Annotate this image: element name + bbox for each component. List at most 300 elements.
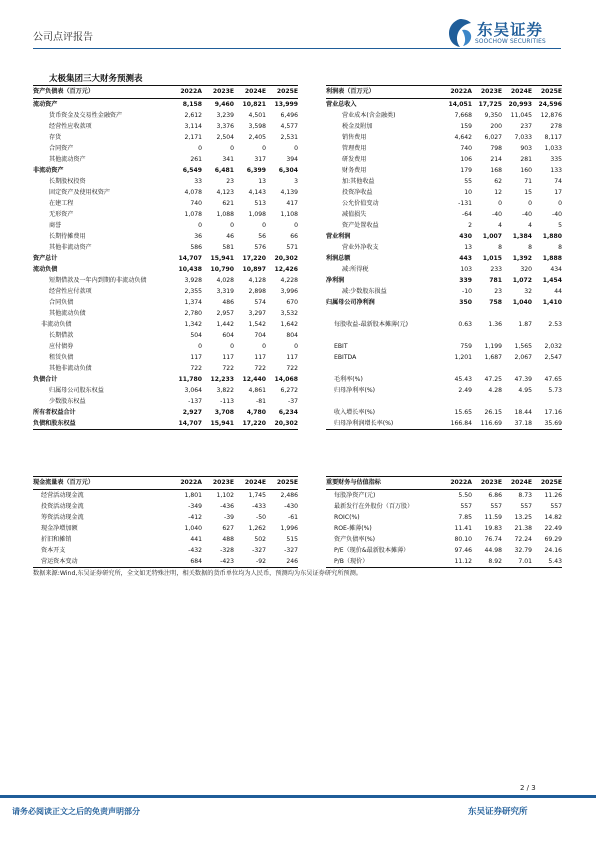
table-row	[33, 176, 298, 187]
row-value: 12,876	[540, 112, 562, 119]
row-value: 160	[520, 167, 532, 174]
row-value: -327	[284, 547, 298, 554]
row-value: 233	[490, 266, 502, 273]
table-header-year: 2023E	[472, 477, 502, 490]
table-row	[33, 99, 298, 111]
row-value: 1.36	[488, 321, 502, 328]
row-label: 负债合计	[33, 376, 58, 383]
table-row	[326, 523, 562, 534]
table-row	[33, 545, 298, 556]
row-value: 17,725	[478, 101, 502, 108]
table-row	[326, 132, 562, 143]
row-value: 106	[460, 156, 472, 163]
report-type-header: 公司点评报告	[33, 32, 93, 43]
row-value: 2,531	[280, 134, 298, 141]
row-value: 1,687	[484, 354, 502, 361]
row-value: 2,898	[248, 288, 266, 295]
row-label: 净利润	[326, 277, 345, 284]
cash-flow-table	[33, 476, 298, 568]
row-label: 折旧和摊销	[41, 536, 72, 543]
row-value: -349	[188, 503, 202, 510]
table-row	[33, 154, 298, 165]
row-value: 2,780	[184, 310, 202, 317]
row-value: 8	[558, 244, 562, 251]
table-row	[326, 319, 562, 330]
row-value: 2,171	[184, 134, 202, 141]
table-row	[326, 154, 562, 165]
row-value: 80.10	[454, 536, 472, 543]
row-label: 流动资产	[33, 101, 58, 108]
table-header-year: 2025E	[266, 86, 298, 99]
row-value: 0	[528, 200, 532, 207]
row-label: 营业外净收支	[342, 244, 379, 251]
table-header-year: 2025E	[532, 477, 562, 490]
row-label: 管理费用	[342, 145, 367, 152]
header-divider	[33, 48, 561, 49]
row-value: 574	[254, 299, 266, 306]
row-value: 168	[490, 167, 502, 174]
row-value: 18.44	[514, 409, 532, 416]
row-value: 722	[190, 365, 202, 372]
table-header-row	[33, 477, 298, 490]
row-value: 22.49	[544, 525, 562, 532]
row-label: 租赁负债	[49, 354, 74, 361]
data-source-note: 数据来源:Wind,东吴证券研究所，全文如无特殊注明，相关数据的货币单位均为人民币，预测均为东吴证券研究所预测。	[33, 570, 362, 577]
row-value: 19.83	[484, 525, 502, 532]
table-row	[326, 308, 562, 319]
row-value: 44	[554, 288, 562, 295]
row-value: 278	[550, 123, 562, 130]
row-value: 24,596	[538, 101, 562, 108]
row-value: 0	[294, 343, 298, 350]
row-value: 246	[266, 556, 298, 568]
row-label: 所有者权益合计	[33, 409, 76, 416]
row-value: 62	[494, 178, 502, 185]
row-value: 26.15	[484, 409, 502, 416]
table-row	[326, 407, 562, 418]
row-value: 0	[262, 343, 266, 350]
row-label: 归属母公司净利润	[326, 299, 375, 306]
row-label: 筹资活动现金流	[41, 514, 84, 521]
table-row	[33, 330, 298, 341]
row-value: 504	[190, 332, 202, 339]
row-value: 621	[222, 200, 234, 207]
row-value: 443	[459, 255, 472, 262]
table-row	[33, 132, 298, 143]
row-value: 10,897	[242, 266, 266, 273]
row-value: 5.43	[532, 556, 562, 568]
row-value: 1,078	[184, 211, 202, 218]
row-value: 8,158	[182, 101, 202, 108]
row-value: 781	[489, 277, 502, 284]
table-header-year: 2024E	[234, 86, 266, 99]
table-row	[33, 198, 298, 209]
row-label: 收入增长率(%)	[334, 409, 376, 416]
row-value: 0	[198, 343, 202, 350]
table-header-year: 2023E	[472, 86, 502, 99]
row-value	[502, 308, 532, 319]
row-label: 少数股东权益	[49, 398, 86, 405]
table-row	[33, 143, 298, 154]
row-value: 317	[254, 156, 266, 163]
row-value: 1,007	[482, 233, 502, 240]
row-value: 798	[490, 145, 502, 152]
row-value: 24.16	[544, 547, 562, 554]
row-label: 应付债券	[49, 343, 74, 350]
row-value: 1,642	[280, 321, 298, 328]
row-value: 6.86	[488, 492, 502, 499]
row-value: 557	[520, 503, 532, 510]
row-value: 74	[554, 178, 562, 185]
table-row	[326, 341, 562, 352]
row-value: 47.65	[544, 376, 562, 383]
row-label: 商誉	[49, 222, 62, 229]
row-label: ROIC(%)	[334, 514, 360, 521]
document-title: 太极集团三大财务预测表	[49, 74, 143, 84]
row-value: 117	[286, 354, 298, 361]
row-value: 12,440	[242, 376, 266, 383]
row-value: 557	[460, 503, 472, 510]
row-value: 69.29	[544, 536, 562, 543]
row-value: -39	[224, 514, 234, 521]
table-header-year: 2022A	[170, 477, 202, 490]
table-row	[326, 286, 562, 297]
row-value	[502, 330, 532, 341]
row-value	[442, 330, 472, 341]
row-value: 13	[464, 244, 472, 251]
table-row	[326, 143, 562, 154]
row-value: 557	[550, 503, 562, 510]
row-value: 350	[459, 299, 472, 306]
table-row	[33, 121, 298, 132]
row-value	[502, 363, 532, 374]
table-row	[33, 275, 298, 286]
row-value: 0	[198, 222, 202, 229]
logo-english-text: SOOCHOW SECURITIES	[475, 39, 546, 45]
row-value: 72.24	[514, 536, 532, 543]
table-header-label: 现金流量表（百万元）	[33, 477, 170, 490]
table-row	[326, 374, 562, 385]
row-value	[532, 308, 562, 319]
row-value: 4,577	[280, 123, 298, 130]
row-value: 35.69	[532, 418, 562, 430]
row-value: 6,272	[280, 387, 298, 394]
row-value: 0	[498, 200, 502, 207]
table-row	[326, 363, 562, 374]
institute-name: 东吴证券研究所	[468, 807, 528, 817]
table-row	[326, 556, 562, 568]
row-value: 4,028	[216, 277, 234, 284]
row-value: 3,297	[248, 310, 266, 317]
row-value: 9,460	[214, 101, 234, 108]
row-value: 670	[286, 299, 298, 306]
row-value: 159	[460, 123, 472, 130]
row-value: 15	[524, 189, 532, 196]
row-value: 15,941	[202, 418, 234, 430]
row-value: 4,228	[280, 277, 298, 284]
row-value: 11,780	[178, 376, 202, 383]
row-value: 15.65	[454, 409, 472, 416]
table-row	[33, 297, 298, 308]
row-value: 3,928	[184, 277, 202, 284]
row-value: 2,547	[544, 354, 562, 361]
row-value: 1,088	[216, 211, 234, 218]
row-value: 488	[222, 536, 234, 543]
table-row	[33, 209, 298, 220]
row-label: 其他流动负债	[49, 310, 86, 317]
income-statement-table	[326, 85, 562, 430]
row-value: 13	[258, 178, 266, 185]
row-value: 56	[258, 233, 266, 240]
row-value: 6,304	[278, 167, 298, 174]
table-row	[33, 264, 298, 275]
row-value: 166.84	[442, 418, 472, 430]
row-value: 2,504	[216, 134, 234, 141]
row-value: 36	[194, 233, 202, 240]
row-value	[472, 363, 502, 374]
row-value: 0	[198, 145, 202, 152]
row-label: 减:少数股东损益	[342, 288, 387, 295]
row-label: 合同资产	[49, 145, 74, 152]
row-value	[472, 396, 502, 407]
row-value: 1,542	[248, 321, 266, 328]
row-value: 722	[222, 365, 234, 372]
row-value: 1,199	[484, 343, 502, 350]
row-label: 投资净收益	[342, 189, 373, 196]
row-value: 20,993	[508, 101, 532, 108]
row-label: 现金净增加额	[41, 525, 78, 532]
row-value: 1,015	[482, 255, 502, 262]
table-header-year: 2025E	[532, 86, 562, 99]
row-value: 335	[550, 156, 562, 163]
table-row	[326, 99, 562, 111]
row-value: 3,822	[216, 387, 234, 394]
row-value: 1,996	[280, 525, 298, 532]
row-value: 3,239	[216, 112, 234, 119]
row-value: 4,501	[248, 112, 266, 119]
row-value	[532, 363, 562, 374]
row-value: 20,302	[266, 418, 298, 430]
row-value: 7,033	[514, 134, 532, 141]
row-value: 3,708	[214, 409, 234, 416]
row-label: 资产处置收益	[342, 222, 379, 229]
row-label	[326, 330, 442, 341]
valuation-metrics-table	[326, 476, 562, 568]
row-value	[502, 396, 532, 407]
row-value: 4,143	[248, 189, 266, 196]
row-label: EBIT	[334, 343, 348, 350]
row-value: 6,399	[246, 167, 266, 174]
row-value: 557	[490, 503, 502, 510]
table-row	[326, 396, 562, 407]
row-value: 513	[254, 200, 266, 207]
row-label: 存货	[49, 134, 62, 141]
row-value: 15,941	[210, 255, 234, 262]
row-value: 4	[498, 222, 502, 229]
row-value: -37	[288, 398, 298, 405]
balance-sheet-table	[33, 85, 298, 430]
row-label: 投资活动现金流	[41, 503, 84, 510]
row-value: 11.59	[484, 514, 502, 521]
row-value: 17,220	[234, 418, 266, 430]
row-value: 3,598	[248, 123, 266, 130]
table-row	[33, 242, 298, 253]
row-value: 4,128	[248, 277, 266, 284]
row-value: 576	[254, 244, 266, 251]
row-label: 经营活动现金流	[41, 492, 84, 499]
row-value: 581	[222, 244, 234, 251]
row-value: 1,102	[216, 492, 234, 499]
table-row	[33, 253, 298, 264]
table-header-row	[326, 86, 562, 99]
row-value: 3,064	[184, 387, 202, 394]
row-value	[532, 396, 562, 407]
row-value: 6,496	[280, 112, 298, 119]
row-value: 10,438	[178, 266, 202, 273]
row-value: 8.92	[472, 556, 502, 568]
row-value: 117	[190, 354, 202, 361]
row-value: 1,392	[512, 255, 532, 262]
row-value: 47.25	[484, 376, 502, 383]
row-label: P/B（现价）	[326, 556, 442, 568]
row-value: 13,999	[274, 101, 298, 108]
table-row	[326, 385, 562, 396]
row-value: 6,234	[278, 409, 298, 416]
row-value: 1,108	[280, 211, 298, 218]
row-value: 23	[226, 178, 234, 185]
row-value: 14,707	[178, 255, 202, 262]
row-value: 1,374	[184, 299, 202, 306]
row-value: 515	[286, 536, 298, 543]
row-value: 4,123	[216, 189, 234, 196]
table-row	[326, 110, 562, 121]
row-value: 11.12	[442, 556, 472, 568]
row-value: 7.85	[458, 514, 472, 521]
table-row	[326, 534, 562, 545]
row-value: 103	[460, 266, 472, 273]
table-row	[326, 198, 562, 209]
row-value: 14.82	[544, 514, 562, 521]
row-value: 7.01	[502, 556, 532, 568]
row-value: 200	[490, 123, 502, 130]
row-value: 11.41	[454, 525, 472, 532]
row-value: 44.98	[484, 547, 502, 554]
row-value: 4,780	[246, 409, 266, 416]
row-label: 最新发行在外股份（百万股）	[334, 503, 414, 510]
row-label: 营业成本(含金融类)	[342, 112, 396, 119]
row-value: 12,233	[210, 376, 234, 383]
row-value: 4,642	[454, 134, 472, 141]
row-value: 3,319	[216, 288, 234, 295]
row-value: 9,350	[484, 112, 502, 119]
row-label: 无形资产	[49, 211, 74, 218]
table-row	[326, 297, 562, 308]
table-row	[326, 330, 562, 341]
row-value: 6,481	[214, 167, 234, 174]
row-label: 每股收益-最新股本摊薄(元)	[334, 321, 408, 328]
row-value: 486	[222, 299, 234, 306]
row-value: 0	[558, 200, 562, 207]
table-row	[326, 176, 562, 187]
row-value: 10,821	[242, 101, 266, 108]
table-row	[326, 165, 562, 176]
table-row	[33, 363, 298, 374]
row-label: P/E（现价&最新股本摊薄）	[334, 547, 410, 554]
row-value: 17,220	[242, 255, 266, 262]
row-label: 公允价值变动	[342, 200, 379, 207]
row-value: 14,068	[274, 376, 298, 383]
table-row	[33, 352, 298, 363]
row-value: 4,078	[184, 189, 202, 196]
row-label: 长期待摊费用	[49, 233, 86, 240]
row-value: 10	[464, 189, 472, 196]
row-label: ROE-摊薄(%)	[334, 525, 372, 532]
table-header-year: 2022A	[442, 86, 472, 99]
row-value: 2,032	[544, 343, 562, 350]
row-label: 长期股权投资	[49, 178, 86, 185]
row-value: 1.87	[518, 321, 532, 328]
row-value: 1,072	[512, 277, 532, 284]
row-value: 1,565	[514, 343, 532, 350]
row-value: 55	[464, 178, 472, 185]
row-value: 320	[520, 266, 532, 273]
row-label: 在建工程	[49, 200, 74, 207]
table-row	[33, 385, 298, 396]
row-label: 每股净资产(元)	[334, 492, 376, 499]
table-header-year: 2025E	[266, 477, 298, 490]
row-value: 0	[230, 222, 234, 229]
row-label: 研发费用	[342, 156, 367, 163]
table-row	[33, 512, 298, 523]
row-value: 1,040	[184, 525, 202, 532]
table-row	[326, 121, 562, 132]
table-row	[33, 341, 298, 352]
row-value: -61	[288, 514, 298, 521]
row-label: 长期借款	[49, 332, 74, 339]
row-label: 减值损失	[342, 211, 367, 218]
table-header-row	[33, 86, 298, 99]
table-row	[33, 407, 298, 418]
row-value: 8.73	[518, 492, 532, 499]
row-value: -92	[234, 556, 266, 568]
row-value: -113	[220, 398, 234, 405]
table-row	[326, 490, 562, 502]
row-value: 4,139	[280, 189, 298, 196]
row-label: 非流动负债	[41, 321, 72, 328]
table-row	[33, 490, 298, 502]
row-value: 2,355	[184, 288, 202, 295]
row-value: 281	[520, 156, 532, 163]
row-value: 722	[286, 365, 298, 372]
row-value: 571	[286, 244, 298, 251]
row-label: 经营性应收款项	[49, 123, 92, 130]
row-value: 261	[190, 156, 202, 163]
row-value: 2,927	[182, 409, 202, 416]
table-row	[33, 534, 298, 545]
row-value: 0	[294, 222, 298, 229]
row-label: 归母净利率(%)	[334, 387, 376, 394]
row-value: 116.69	[472, 418, 502, 430]
row-label: 其他非流动负债	[49, 365, 92, 372]
row-label: 经营性应付款项	[49, 288, 92, 295]
row-value: 32.79	[514, 547, 532, 554]
row-value: 1,033	[544, 145, 562, 152]
row-label: 其他流动资产	[49, 156, 86, 163]
row-value: 759	[460, 343, 472, 350]
row-value: 0	[262, 222, 266, 229]
row-value: 5	[558, 222, 562, 229]
row-value: 4.28	[488, 387, 502, 394]
